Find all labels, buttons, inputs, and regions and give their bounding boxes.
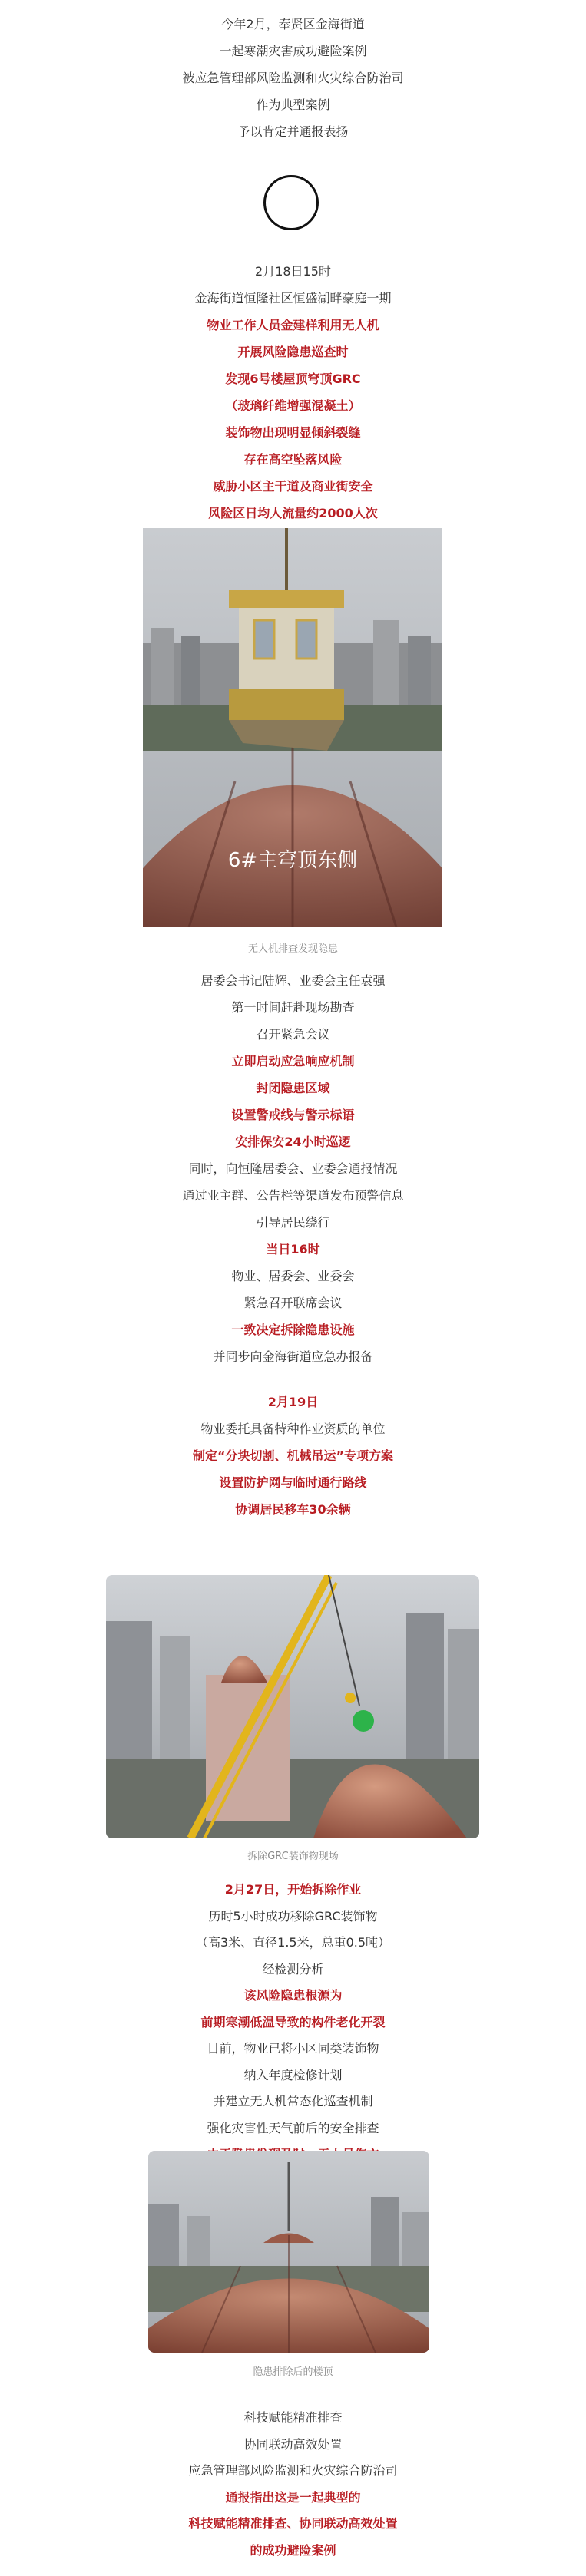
text-line: 设置防护网与临时通行路线 <box>219 1475 367 1490</box>
text-line: 2月18日15时 <box>255 264 331 279</box>
text-line: 并同步向金海街道应急办报备 <box>213 1349 373 1364</box>
text-line: 开展风险隐患巡查时 <box>237 345 349 359</box>
text-line: 风险区日均人流量约2000人次 <box>208 506 378 520</box>
text-line: 物业、居委会、业委会 <box>231 1269 355 1283</box>
text-line: 装饰物出现明显倾斜裂缝 <box>225 425 361 440</box>
text-line: 封闭隐患区域 <box>256 1081 330 1095</box>
text-line: 并建立无人机常态化巡查机制 <box>213 2094 373 2109</box>
text-line: 通报指出这是一起典型的 <box>225 2489 361 2505</box>
text-line: 的成功避险案例 <box>250 2542 336 2558</box>
text-line: 通过业主群、公告栏等渠道发布预警信息 <box>182 1188 404 1203</box>
intro-line: 予以肯定并通报表扬 <box>237 124 349 139</box>
text-line: 科技赋能精准排查、协同联动高效处置 <box>188 2516 398 2531</box>
photo-overlay-label: 6#主穹顶东侧 <box>227 849 358 872</box>
text-line: 历时5小时成功移除GRC装饰物 <box>208 1908 378 1924</box>
intro-line: 作为典型案例 <box>256 97 330 112</box>
photo-caption: 隐患排除后的楼顶 <box>253 2366 333 2378</box>
text-line: 一致决定拆除隐患设施 <box>231 1323 355 1337</box>
text-line: 居委会书记陆辉、业委会主任袁强 <box>200 973 386 988</box>
text-line: 物业工作人员金建样利用无人机 <box>207 318 379 332</box>
text-line: 存在高空坠落风险 <box>243 452 343 467</box>
text-line: 设置警戒线与警示标语 <box>231 1108 355 1122</box>
removal-photo-illustration <box>106 1575 479 1838</box>
text-line: 纳入年度检修计划 <box>243 2067 343 2082</box>
text-line: 立即启动应急响应机制 <box>231 1054 355 1068</box>
text-line: 物业委托具备特种作业资质的单位 <box>200 1422 386 1436</box>
text-line: 经检测分析 <box>262 1961 324 1977</box>
text-line: 该风险隐患根源为 <box>243 1988 343 2003</box>
text-line: 协调居民移车30余辆 <box>235 1502 351 1517</box>
intro-line: 被应急管理部风险监测和火灾综合防治司 <box>182 71 404 85</box>
text-line: 引导居民绕行 <box>256 1215 330 1230</box>
after-photo <box>148 2151 429 2353</box>
text-line: 威胁小区主干道及商业街安全 <box>213 479 373 494</box>
text-line: 协同联动高效处置 <box>243 2436 343 2452</box>
text-line: 紧急召开联席会议 <box>243 1296 343 1310</box>
text-line: （玻璃纤维增强混凝土） <box>225 398 361 413</box>
text-line: 金海街道恒隆社区恒盛湖畔豪庭一期 <box>194 291 392 305</box>
text-line: 第一时间赶赴现场勘查 <box>231 1000 355 1015</box>
intro-line: 一起寒潮灾害成功避险案例 <box>219 44 367 58</box>
photo-caption: 拆除GRC装饰物现场 <box>247 1851 339 1862</box>
text-line: 强化灾害性天气前后的安全排查 <box>207 2120 379 2135</box>
text-line: 制定“分块切割、机械吊运”专项方案 <box>192 1448 394 1463</box>
text-line: 科技赋能精准排查 <box>243 2410 343 2425</box>
text-line: 2月19日 <box>267 1395 319 1409</box>
text-line: 前期寒潮低温导致的构件老化开裂 <box>200 2014 386 2029</box>
text-line: （高3米、直径1.5米，总重0.5吨） <box>195 1935 391 1950</box>
drone-photo <box>143 528 442 927</box>
removal-photo <box>106 1575 479 1838</box>
text-line: 同时，向恒隆居委会、业委会通报情况 <box>188 1161 398 1176</box>
text-line: 当日16时 <box>266 1242 320 1257</box>
circle-divider-icon <box>263 175 319 230</box>
text-line: 应急管理部风险监测和火灾综合防治司 <box>188 2463 398 2478</box>
photo-caption: 无人机排查发现隐患 <box>247 943 338 955</box>
text-line: 召开紧急会议 <box>256 1027 330 1042</box>
intro-line: 今年2月，奉贤区金海街道 <box>221 17 365 31</box>
text-line: 发现6号楼屋顶穹顶GRC <box>225 372 361 386</box>
after-photo-illustration <box>148 2151 429 2353</box>
text-line: 2月27日，开始拆除作业 <box>224 1882 362 1897</box>
text-line: 目前，物业已将小区同类装饰物 <box>207 2041 379 2056</box>
text-line: 安排保安24小时巡逻 <box>235 1134 351 1149</box>
